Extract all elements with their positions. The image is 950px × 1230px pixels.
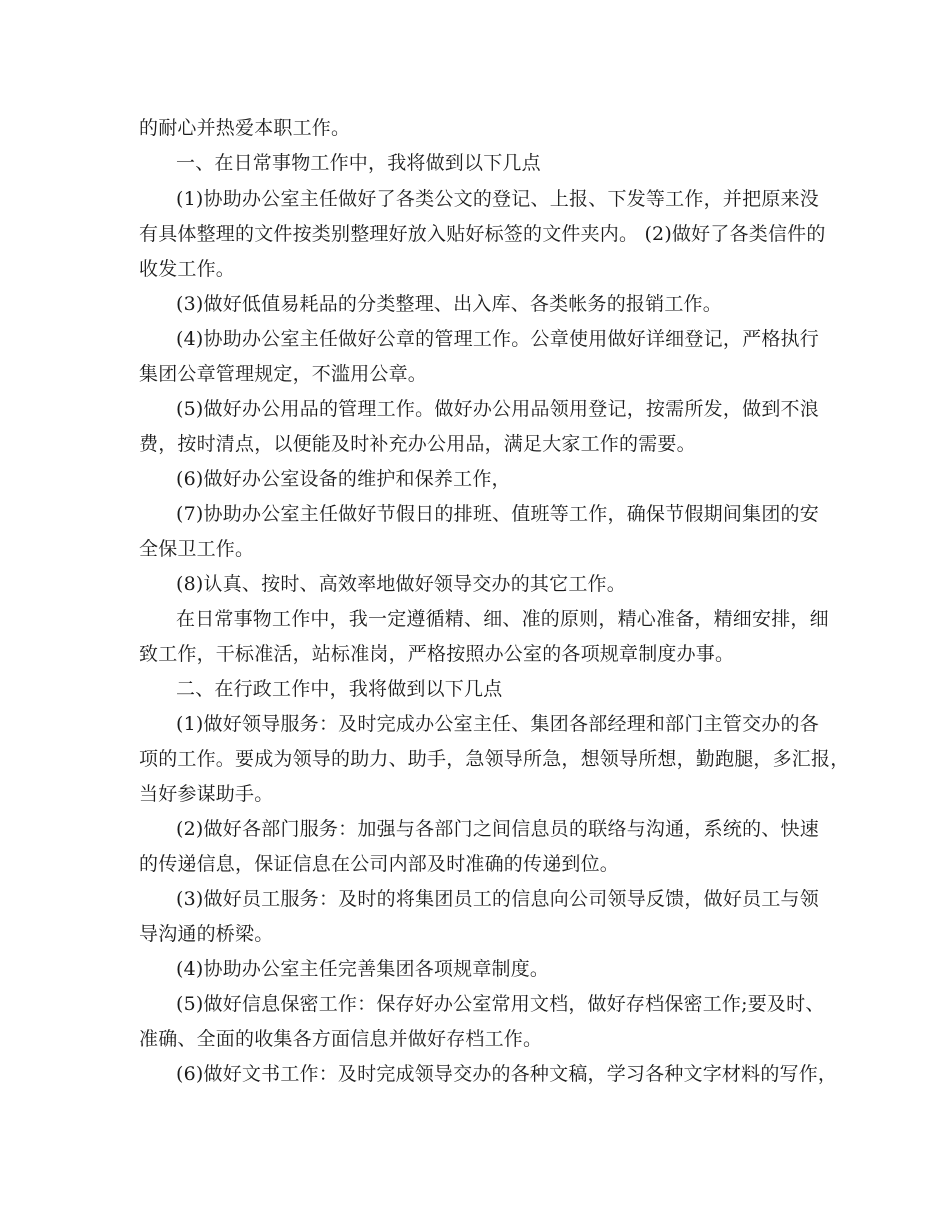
text-line: (7)协助办公室主任做好节假日的排班、值班等工作，确保节假期间集团的安 [176,503,819,525]
text-line: (4)协助办公室主任做好公章的管理工作。公章使用做好详细登记，严格执行 [176,328,819,350]
text-line: 导沟通的桥梁。 [139,923,274,945]
text-line: (1)协助办公室主任做好了各类公文的登记、上报、下发等工作，并把原来没 [176,188,819,210]
text-line: 集团公章管理规定，不滥用公章。 [139,363,428,385]
text-line: (4)协助办公室主任完善集团各项规章制度。 [176,958,550,980]
text-line: (6)做好办公室设备的维护和保养工作， [176,468,511,490]
text-line: (2)做好各部门服务：加强与各部门之间信息员的联络与沟通，系统的、快速 [176,818,819,840]
text-line: 项的工作。要成为领导的助力、助手，急领导所急，想领导所想，勤跑腿，多汇报， [139,748,850,770]
text-line: (1)做好领导服务：及时完成办公室主任、集团各部经理和部门主管交办的各 [176,713,819,735]
text-line: (6)做好文书工作：及时完成领导交办的各种文稿，学习各种文字材料的写作， [176,1063,838,1085]
section-heading: 一、在日常事物工作中，我将做到以下几点 [176,152,541,174]
text-line: 致工作，干标准活，站标准岗，严格按照办公室的各项规章制度办事。 [139,643,735,665]
text-line: (3)做好低值易耗品的分类整理、出入库、各类帐务的报销工作。 [176,293,722,315]
text-line: 准确、全面的收集各方面信息并做好存档工作。 [139,1028,543,1050]
text-line: (5)做好信息保密工作：保存好办公室常用文档，做好存档保密工作;要及时、 [176,993,825,1015]
text-line: 在日常事物工作中，我一定遵循精、细、准的原则，精心准备，精细安排，细 [176,608,829,630]
text-line: 的耐心并热爱本职工作。 [139,117,351,139]
section-heading: 二、在行政工作中，我将做到以下几点 [176,678,503,700]
text-line: 有具体整理的文件按类别整理好放入贴好标签的文件夹内。 (2)做好了各类信件的 [139,223,826,245]
text-line: (5)做好办公用品的管理工作。做好办公用品领用登记，按需所发，做到不浪 [176,398,819,420]
text-line: 收发工作。 [139,258,236,280]
text-line: 费，按时清点，以便能及时补充办公用品，满足大家工作的需要。 [139,433,696,455]
text-line: (3)做好员工服务：及时的将集团员工的信息向公司领导反馈，做好员工与领 [176,888,819,910]
text-line: 当好参谋助手。 [139,783,274,805]
text-line: 全保卫工作。 [139,538,255,560]
text-line: 的传递信息，保证信息在公司内部及时准确的传递到位。 [139,853,620,875]
text-line: (8)认真、按时、高效率地做好领导交办的其它工作。 [176,573,626,595]
